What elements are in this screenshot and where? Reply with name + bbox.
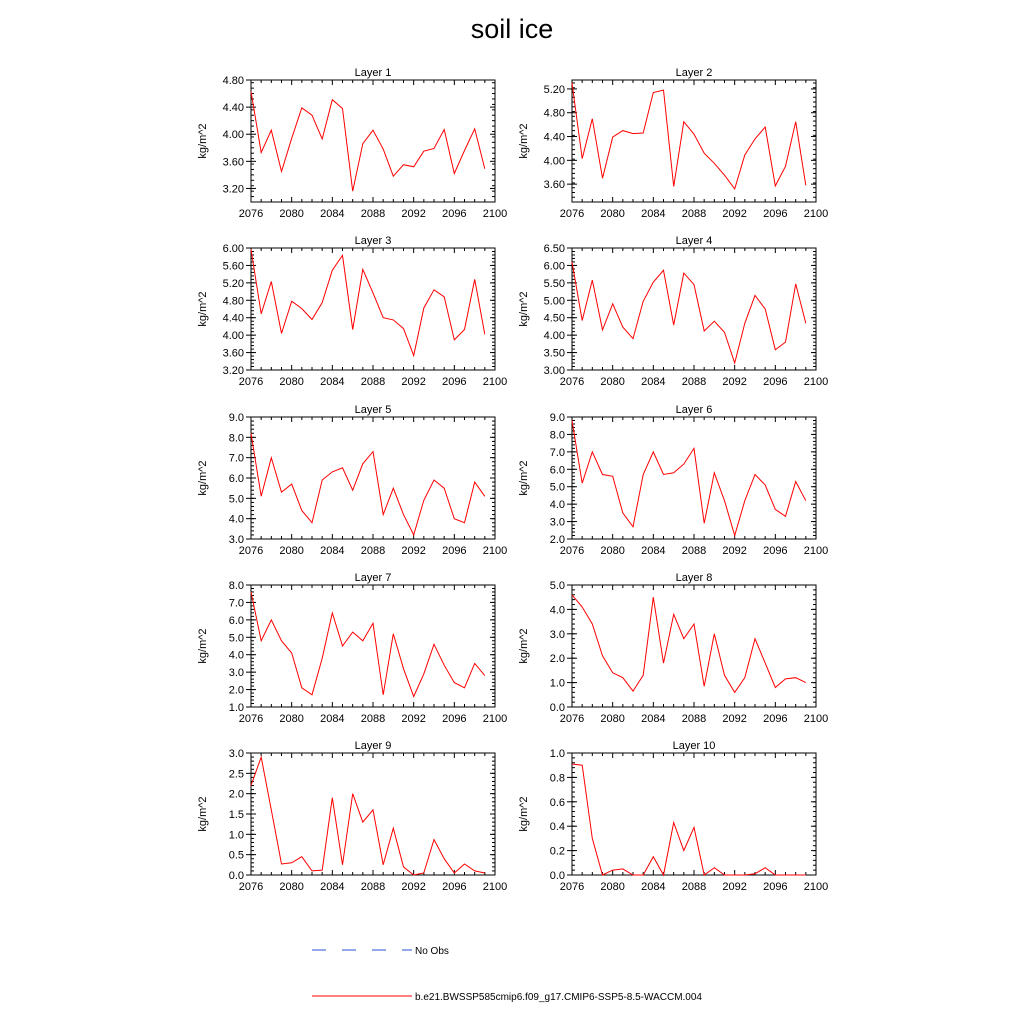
layer-3-xtick-label: 2096 — [442, 376, 467, 388]
layer-3-ytick-label: 6.00 — [222, 243, 244, 255]
layer-6-xtick-label: 2088 — [681, 545, 707, 557]
layer-5-series-line — [251, 433, 485, 535]
layer-3-ytick-label: 4.40 — [222, 312, 244, 325]
layer-5-ytick-label: 7.0 — [228, 452, 244, 465]
layer-2-ytick-label: 5.20 — [543, 83, 565, 96]
layer-1-xtick-label: 2076 — [238, 208, 264, 220]
layer-9-xtick-label: 2092 — [401, 881, 426, 893]
layer-7-ytick-label: 2.0 — [228, 684, 244, 697]
panel-layer-3 — [197, 235, 507, 388]
layer-4-xtick-label: 2100 — [803, 376, 829, 388]
layer-3-xtick-label: 2092 — [401, 376, 426, 388]
layer-8-ytick-label: 5.0 — [549, 580, 565, 592]
layer-5-ylabel: kg/m^2 — [197, 460, 209, 496]
layer-3-xtick-label: 2080 — [279, 376, 304, 388]
legend-entry-model-run — [312, 992, 702, 1003]
layer-7-ytick-label: 1.0 — [228, 702, 244, 714]
layer-3-xtick-label: 2084 — [320, 376, 345, 388]
layer-2-xtick-label: 2100 — [803, 208, 829, 220]
layer-9-xtick-label: 2076 — [238, 881, 264, 893]
layer-10-plot-frame — [572, 753, 816, 875]
layer-4-ytick-label: 6.50 — [543, 243, 565, 255]
layer-5-xtick-label: 2080 — [279, 545, 304, 557]
layer-1-xtick-label: 2084 — [320, 208, 345, 220]
layer-6-ytick-label: 9.0 — [549, 412, 565, 424]
layer-9-xtick-label: 2080 — [279, 881, 304, 893]
layer-1-ylabel: kg/m^2 — [197, 123, 209, 159]
layer-2-xtick-label: 2092 — [722, 208, 747, 220]
layer-8-title: Layer 8 — [675, 572, 713, 584]
layer-4-ytick-label: 5.50 — [543, 277, 565, 290]
layer-5-ytick-label: 4.0 — [228, 513, 244, 526]
layer-8-xtick-label: 2076 — [559, 713, 585, 725]
layer-6-plot-frame — [572, 417, 816, 539]
layer-8-plot-frame — [572, 585, 816, 707]
layer-10-xtick-label: 2100 — [803, 881, 829, 893]
layer-2-ytick-label: 4.40 — [543, 131, 565, 144]
layer-9-ytick-label: 1.5 — [228, 809, 244, 821]
panel-layer-2 — [518, 67, 828, 220]
layer-10-ytick-label: 0.2 — [549, 845, 565, 858]
panel-layer-6 — [518, 404, 828, 557]
layer-1-xtick-label: 2096 — [442, 208, 467, 220]
layer-7-title: Layer 7 — [354, 572, 392, 584]
layer-2-ytick-label: 4.80 — [543, 107, 565, 120]
layer-9-ytick-label: 2.0 — [228, 788, 244, 801]
layer-7-series-line — [251, 592, 485, 697]
layer-7-xtick-label: 2076 — [238, 713, 264, 725]
layer-9-title: Layer 9 — [354, 740, 392, 752]
layer-6-ytick-label: 2.0 — [549, 534, 565, 546]
panel-layer-8 — [518, 572, 828, 725]
layer-4-xtick-label: 2088 — [681, 376, 707, 388]
layer-5-ytick-label: 9.0 — [228, 412, 244, 424]
layer-6-xtick-label: 2092 — [722, 545, 747, 557]
layer-3-ytick-label: 3.20 — [222, 365, 244, 377]
layer-8-xtick-label: 2092 — [722, 713, 747, 725]
layer-4-ytick-label: 4.50 — [543, 312, 565, 325]
layer-9-plot-frame — [251, 753, 495, 875]
layer-5-ytick-label: 6.0 — [228, 473, 244, 485]
panel-layer-9 — [197, 740, 507, 893]
layer-9-ytick-label: 2.5 — [228, 768, 244, 781]
layer-4-ytick-label: 5.00 — [543, 295, 565, 308]
layer-2-xtick-label: 2084 — [641, 208, 666, 220]
panel-layer-1 — [197, 67, 507, 220]
layer-1-ytick-label: 4.40 — [222, 102, 244, 115]
layer-9-xtick-label: 2088 — [360, 881, 386, 893]
layer-3-ytick-label: 4.80 — [222, 295, 244, 308]
layer-3-ytick-label: 5.60 — [222, 260, 244, 273]
layer-9-xtick-label: 2100 — [482, 881, 508, 893]
layer-10-xtick-label: 2092 — [722, 881, 747, 893]
layer-3-xtick-label: 2088 — [360, 376, 386, 388]
layer-10-ylabel: kg/m^2 — [518, 796, 530, 832]
layer-6-series-line — [572, 421, 806, 536]
layer-8-ytick-label: 0.0 — [549, 702, 565, 714]
layer-4-title: Layer 4 — [675, 235, 713, 247]
legend — [312, 946, 702, 1003]
layer-7-xtick-label: 2084 — [320, 713, 345, 725]
layer-10-title: Layer 10 — [672, 740, 716, 752]
layer-10-xtick-label: 2080 — [600, 881, 625, 893]
layer-4-ylabel: kg/m^2 — [518, 291, 530, 327]
layer-1-ytick-label: 3.60 — [222, 156, 244, 169]
layer-6-ytick-label: 7.0 — [549, 446, 565, 459]
layer-4-xtick-label: 2076 — [559, 376, 585, 388]
layer-3-xtick-label: 2100 — [482, 376, 508, 388]
layer-2-title: Layer 2 — [675, 67, 713, 79]
layer-9-ylabel: kg/m^2 — [197, 796, 209, 832]
layer-1-xtick-label: 2088 — [360, 208, 386, 220]
layer-8-ytick-label: 3.0 — [549, 628, 565, 641]
layer-10-xtick-label: 2088 — [681, 881, 707, 893]
layer-4-ytick-label: 6.00 — [543, 260, 565, 273]
layer-6-xtick-label: 2100 — [803, 545, 829, 557]
layer-9-xtick-label: 2084 — [320, 881, 345, 893]
layer-7-ytick-label: 5.0 — [228, 632, 244, 645]
panel-layer-4 — [518, 235, 828, 388]
layer-6-ylabel: kg/m^2 — [518, 460, 530, 496]
layer-8-xtick-label: 2084 — [641, 713, 666, 725]
layer-3-series-line — [251, 249, 485, 355]
layer-1-ytick-label: 4.80 — [222, 75, 244, 87]
layer-9-ytick-label: 0.0 — [228, 870, 244, 882]
layer-9-ytick-label: 1.0 — [228, 829, 244, 842]
layer-10-ytick-label: 1.0 — [549, 748, 565, 760]
layer-8-ytick-label: 2.0 — [549, 653, 565, 666]
layer-6-xtick-label: 2084 — [641, 545, 666, 557]
layer-9-ytick-label: 0.5 — [228, 849, 244, 862]
layer-10-ytick-label: 0.8 — [549, 772, 565, 785]
layer-10-series-line — [572, 764, 806, 875]
panel-layer-10 — [518, 740, 828, 893]
layer-3-ytick-label: 3.60 — [222, 347, 244, 360]
layer-2-ytick-label: 4.00 — [543, 155, 565, 168]
layer-7-ylabel: kg/m^2 — [197, 628, 209, 664]
layer-7-xtick-label: 2088 — [360, 713, 386, 725]
layer-7-xtick-label: 2080 — [279, 713, 304, 725]
layer-3-ylabel: kg/m^2 — [197, 291, 209, 327]
chart-panels — [197, 67, 828, 893]
layer-1-ytick-label: 3.20 — [222, 183, 244, 196]
layer-5-xtick-label: 2084 — [320, 545, 345, 557]
layer-7-ytick-label: 3.0 — [228, 667, 244, 680]
layer-10-ytick-label: 0.0 — [549, 870, 565, 882]
panel-layer-5 — [197, 404, 507, 557]
layer-5-ytick-label: 3.0 — [228, 534, 244, 546]
layer-8-xtick-label: 2100 — [803, 713, 829, 725]
layer-3-title: Layer 3 — [354, 235, 392, 247]
layer-5-xtick-label: 2100 — [482, 545, 508, 557]
layer-3-xtick-label: 2076 — [238, 376, 264, 388]
layer-8-ylabel: kg/m^2 — [518, 628, 530, 664]
layer-4-xtick-label: 2096 — [763, 376, 788, 388]
layer-8-ytick-label: 4.0 — [549, 604, 565, 617]
layer-4-ytick-label: 3.50 — [543, 347, 565, 360]
layer-1-series-line — [251, 92, 485, 192]
layer-2-xtick-label: 2080 — [600, 208, 625, 220]
layer-4-xtick-label: 2092 — [722, 376, 747, 388]
layer-5-title: Layer 5 — [354, 404, 392, 416]
layer-6-ytick-label: 3.0 — [549, 516, 565, 529]
layer-4-xtick-label: 2080 — [600, 376, 625, 388]
layer-6-ytick-label: 4.0 — [549, 499, 565, 512]
layer-6-ytick-label: 5.0 — [549, 481, 565, 494]
layer-3-ytick-label: 4.00 — [222, 330, 244, 343]
layer-8-xtick-label: 2080 — [600, 713, 625, 725]
layer-5-xtick-label: 2076 — [238, 545, 264, 557]
layer-7-xtick-label: 2100 — [482, 713, 508, 725]
legend-label-model-run: b.e21.BWSSP585cmip6.f09_g17.CMIP6-SSP5-8.5-WACCM.004 — [415, 992, 702, 1003]
layer-2-xtick-label: 2096 — [763, 208, 788, 220]
layer-1-plot-frame — [251, 80, 495, 202]
layer-2-ytick-label: 3.60 — [543, 179, 565, 192]
page-title: soil ice — [470, 14, 554, 44]
layer-1-title: Layer 1 — [354, 67, 392, 79]
layer-8-ytick-label: 1.0 — [549, 677, 565, 690]
layer-3-plot-frame — [251, 248, 495, 370]
layer-8-xtick-label: 2096 — [763, 713, 788, 725]
layer-10-ytick-label: 0.4 — [549, 821, 565, 834]
layer-9-series-line — [251, 757, 485, 875]
legend-label-no-obs: No Obs — [415, 946, 449, 957]
layer-1-xtick-label: 2092 — [401, 208, 426, 220]
layer-5-ytick-label: 8.0 — [228, 432, 244, 445]
layer-7-ytick-label: 8.0 — [228, 580, 244, 592]
layer-7-plot-frame — [251, 585, 495, 707]
layer-1-xtick-label: 2100 — [482, 208, 508, 220]
layer-7-ytick-label: 4.0 — [228, 649, 244, 662]
layer-6-xtick-label: 2096 — [763, 545, 788, 557]
layer-10-xtick-label: 2084 — [641, 881, 666, 893]
layer-10-xtick-label: 2096 — [763, 881, 788, 893]
layer-5-xtick-label: 2092 — [401, 545, 426, 557]
layer-6-ytick-label: 8.0 — [549, 429, 565, 442]
layer-2-xtick-label: 2076 — [559, 208, 585, 220]
layer-3-ytick-label: 5.20 — [222, 277, 244, 290]
layer-5-ytick-label: 5.0 — [228, 493, 244, 506]
layer-7-ytick-label: 6.0 — [228, 614, 244, 627]
legend-entry-no-obs — [312, 946, 449, 957]
layer-10-ytick-label: 0.6 — [549, 796, 565, 809]
layer-4-series-line — [572, 262, 806, 363]
layer-7-ytick-label: 7.0 — [228, 597, 244, 610]
layer-5-xtick-label: 2096 — [442, 545, 467, 557]
layer-2-series-line — [572, 83, 806, 189]
layer-2-ylabel: kg/m^2 — [518, 123, 530, 159]
layer-8-xtick-label: 2088 — [681, 713, 707, 725]
layer-6-ytick-label: 6.0 — [549, 464, 565, 477]
layer-8-series-line — [572, 595, 806, 693]
layer-4-plot-frame — [572, 248, 816, 370]
layer-1-xtick-label: 2080 — [279, 208, 304, 220]
panel-layer-7 — [197, 572, 507, 725]
layer-6-xtick-label: 2080 — [600, 545, 625, 557]
layer-2-xtick-label: 2088 — [681, 208, 707, 220]
layer-9-ytick-label: 3.0 — [228, 748, 244, 760]
layer-7-xtick-label: 2096 — [442, 713, 467, 725]
layer-4-ytick-label: 3.00 — [543, 365, 565, 377]
layer-9-xtick-label: 2096 — [442, 881, 467, 893]
layer-4-xtick-label: 2084 — [641, 376, 666, 388]
layer-10-xtick-label: 2076 — [559, 881, 585, 893]
layer-6-title: Layer 6 — [675, 404, 713, 416]
layer-1-ytick-label: 4.00 — [222, 129, 244, 142]
layer-7-xtick-label: 2092 — [401, 713, 426, 725]
layer-6-xtick-label: 2076 — [559, 545, 585, 557]
layer-5-xtick-label: 2088 — [360, 545, 386, 557]
layer-4-ytick-label: 4.00 — [543, 330, 565, 343]
layer-2-plot-frame — [572, 80, 816, 202]
